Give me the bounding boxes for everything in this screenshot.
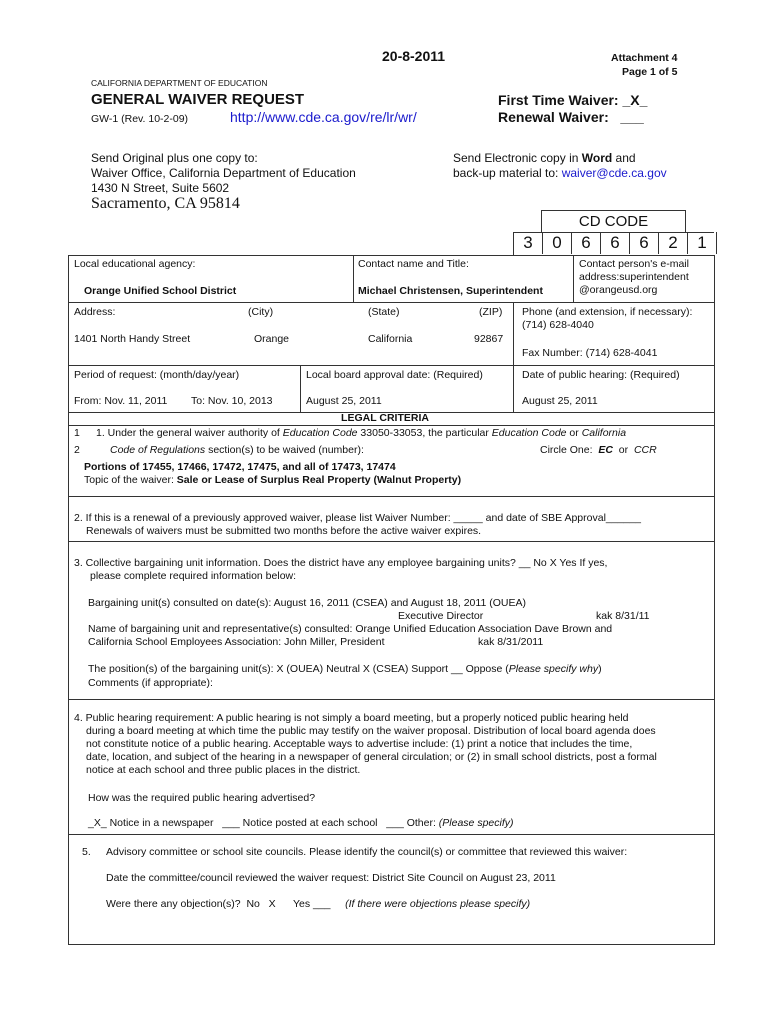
legal-line-1-c: 33050-33053, the particular bbox=[357, 427, 492, 439]
page-number: Page 1 of 5 bbox=[622, 66, 678, 78]
electronic-copy-line bbox=[453, 151, 636, 165]
q4-options-a: _X_ Notice in a newspaper ___ Notice posted at each school ___ Other: bbox=[88, 817, 439, 829]
topic-label: Topic of the waiver: bbox=[84, 474, 177, 486]
legal-line-2-b: section(s) to be waived (number): bbox=[205, 444, 364, 456]
send-line-2: Waiver Office, California Department of Education bbox=[91, 166, 356, 180]
q4-line-1: 4. Public hearing requirement: A public hearing is not simply a board meeting, but a properly noticed public hearing held bbox=[74, 712, 629, 724]
legal-num-1: 1 bbox=[74, 427, 80, 439]
q3-position-b: Please specify why bbox=[508, 663, 599, 675]
q2-line-1: 2. If this is a renewal of a previously approved waiver, please list Waiver Number: _____ and date of SBE Approval______ bbox=[74, 512, 641, 524]
q3-exec-director: Executive Director bbox=[398, 610, 484, 622]
cd-code-digit: 3 bbox=[514, 232, 543, 254]
city-label: (City) bbox=[248, 306, 274, 318]
email-label-3: @orangeusd.org bbox=[579, 284, 658, 296]
phone-label: Phone (and extension, if necessary): bbox=[522, 306, 693, 318]
legal-portions: Portions of 17455, 17466, 17472, 17475, and all of 17473, 17474 bbox=[84, 461, 396, 473]
phone-value: (714) 628-4040 bbox=[522, 319, 594, 331]
renewal-waiver: Renewal Waiver: ___ bbox=[498, 109, 644, 125]
q5-objections-a: Were there any objection(s)? No X Yes ___ bbox=[106, 898, 346, 910]
q3-position-c: ) bbox=[598, 663, 602, 675]
agency-value: Orange Unified School District bbox=[84, 285, 237, 297]
cd-code-digit: 6 bbox=[601, 232, 630, 254]
circle-one bbox=[540, 444, 657, 456]
legal-line-2 bbox=[110, 444, 364, 456]
form-id: GW-1 (Rev. 10-2-09) bbox=[91, 113, 189, 125]
legal-line-1 bbox=[96, 427, 626, 439]
q5-date-line: Date the committee/council reviewed the waiver request: District Site Council on August 23, 2011 bbox=[106, 872, 556, 884]
waiver-url-link[interactable]: http://www.cde.ca.gov/re/lr/wr/ bbox=[230, 109, 417, 125]
circle-or: or bbox=[612, 444, 634, 456]
q3-rep-2: California School Employees Association: John Miller, President bbox=[88, 636, 385, 648]
q5-number: 5. bbox=[82, 846, 91, 858]
cd-code-digit: 1 bbox=[688, 232, 717, 254]
legal-criteria-title: LEGAL CRITERIA bbox=[341, 412, 429, 424]
q3-comments: Comments (if appropriate): bbox=[88, 677, 213, 689]
q5-line-1: Advisory committee or school site councils. Please identify the council(s) or committee that reviewed this waiver: bbox=[106, 846, 628, 858]
legal-line-1-f: California bbox=[581, 427, 627, 439]
email-label-1: Contact person's e-mail bbox=[579, 258, 689, 270]
q3-initials-1: kak 8/31/11 bbox=[596, 610, 650, 622]
city-value: Orange bbox=[254, 333, 290, 345]
waiver-email-link[interactable]: waiver@cde.ca.gov bbox=[561, 166, 667, 180]
legal-line-1-d: Education Code bbox=[491, 427, 567, 439]
form-title: GENERAL WAIVER REQUEST bbox=[91, 91, 305, 108]
q4-line-3: not constitute notice of a public hearing. Acceptable ways to advertise include: (1) print a notice that includes the time, bbox=[86, 738, 633, 750]
circle-ccr: CCR bbox=[633, 444, 657, 456]
legal-line-1-e: or bbox=[566, 427, 582, 439]
board-approval-value: August 25, 2011 bbox=[306, 395, 382, 407]
elec-word: Word bbox=[581, 151, 613, 165]
legal-line-2-a: Code of Regulations bbox=[110, 444, 206, 456]
q3-line-1: 3. Collective bargaining unit information. Does the district have any employee bargaining units? __ No X Yes If yes, bbox=[74, 557, 608, 569]
department-name: CALIFORNIA DEPARTMENT OF EDUCATION bbox=[91, 78, 268, 88]
first-time-waiver: First Time Waiver: _X_ bbox=[498, 92, 648, 108]
elec-post: and bbox=[612, 151, 636, 165]
q4-line-2: during a board meeting at which time the public may testify on the waiver proposal. Distribution of local board agenda does bbox=[86, 725, 656, 737]
circle-ec: EC bbox=[598, 444, 613, 456]
period-label: Period of request: (month/day/year) bbox=[74, 369, 240, 381]
board-approval-label: Local board approval date: (Required) bbox=[306, 369, 483, 381]
waiver-topic bbox=[84, 474, 461, 486]
q4-question: How was the required public hearing advertised? bbox=[88, 792, 316, 804]
send-line-4: Sacramento, CA 95814 bbox=[91, 195, 240, 212]
q3-consulted: Bargaining unit(s) consulted on date(s): August 16, 2011 (CSEA) and August 18, 2011 (OUEA) bbox=[88, 597, 526, 609]
q5-objections bbox=[106, 898, 530, 910]
legal-num-2: 2 bbox=[74, 444, 80, 456]
q3-position bbox=[88, 663, 602, 675]
send-line-3: 1430 N Street, Suite 5602 bbox=[91, 181, 230, 195]
topic-value: Sale or Lease of Surplus Real Property (Walnut Property) bbox=[176, 474, 462, 486]
q5-objections-b: (If there were objections please specify) bbox=[345, 898, 531, 910]
send-line-1: Send Original plus one copy to: bbox=[91, 151, 258, 165]
elec-pre: Send Electronic copy in bbox=[453, 151, 582, 165]
q3-line-2: please complete required information below: bbox=[90, 570, 297, 582]
backup-label: back-up material to: bbox=[453, 166, 562, 180]
q2-line-2: Renewals of waivers must be submitted two months before the active waiver expires. bbox=[86, 525, 482, 537]
q4-line-4: date, location, and subject of the hearing in a newspaper of general circulation; or (2) in small school districts, post a formal bbox=[86, 751, 657, 763]
q3-position-a: The position(s) of the bargaining unit(s): X (OUEA) Neutral X (CSEA) Support __ Oppose ( bbox=[88, 663, 509, 675]
hearing-date-label: Date of public hearing: (Required) bbox=[522, 369, 680, 381]
contact-label: Contact name and Title: bbox=[358, 258, 469, 270]
state-label: (State) bbox=[368, 306, 400, 318]
attachment-label: Attachment 4 bbox=[611, 52, 678, 64]
backup-line bbox=[453, 166, 667, 180]
state-value: California bbox=[368, 333, 413, 345]
q4-line-5: notice at each school and three public places in the district. bbox=[86, 764, 361, 776]
period-from: From: Nov. 11, 2011 bbox=[74, 395, 168, 407]
q3-initials-2: kak 8/31/2011 bbox=[478, 636, 544, 648]
zip-label: (ZIP) bbox=[479, 306, 503, 318]
legal-line-1-b: Education Code bbox=[282, 427, 358, 439]
zip-value: 92867 bbox=[474, 333, 504, 345]
circle-one-label: Circle One: bbox=[540, 444, 599, 456]
fax-value: Fax Number: (714) 628-4041 bbox=[522, 347, 658, 359]
period-to: To: Nov. 10, 2013 bbox=[191, 395, 273, 407]
hearing-date-value: August 25, 2011 bbox=[522, 395, 598, 407]
form-date: 20-8-2011 bbox=[382, 48, 446, 64]
street-value: 1401 North Handy Street bbox=[74, 333, 191, 345]
legal-line-1-a: 1. Under the general waiver authority of bbox=[96, 427, 283, 439]
cd-code-digit: 6 bbox=[630, 232, 659, 254]
cd-code-digit: 6 bbox=[572, 232, 601, 254]
contact-value: Michael Christensen, Superintendent bbox=[358, 285, 543, 297]
agency-label: Local educational agency: bbox=[74, 258, 196, 270]
email-label-2: address:superintendent bbox=[579, 271, 689, 283]
q4-options bbox=[88, 817, 514, 829]
cd-code-digit: 2 bbox=[659, 232, 688, 254]
cd-code-label: CD CODE bbox=[541, 210, 686, 233]
q4-options-b: (Please specify) bbox=[438, 817, 514, 829]
address-label: Address: bbox=[74, 306, 116, 318]
q3-rep-1: Name of bargaining unit and representative(s) consulted: Orange Unified Education Association Dave Brown and bbox=[88, 623, 613, 635]
cd-code-digit: 0 bbox=[543, 232, 572, 254]
